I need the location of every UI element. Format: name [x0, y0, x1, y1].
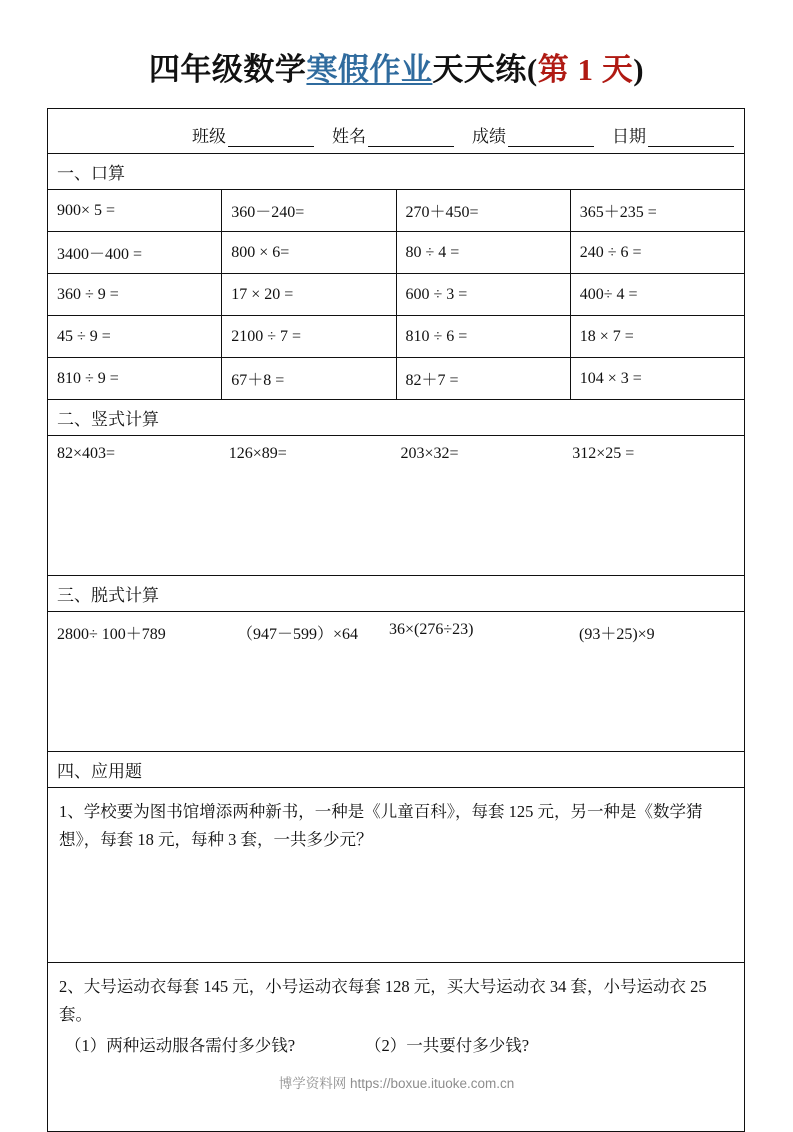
- detach-calc-problem-line: [57, 621, 744, 644]
- section-heading-oral: 一、口算: [48, 154, 744, 190]
- page-title: [0, 44, 793, 89]
- vertical-calc-item[interactable]: 82×403=: [57, 445, 116, 462]
- oral-cell[interactable]: 270＋450=: [397, 190, 571, 231]
- identity-label-class: 班级: [192, 127, 226, 146]
- oral-cell[interactable]: 80 ÷ 4 =: [397, 232, 571, 273]
- identity-label-score: 成绩: [472, 127, 506, 146]
- identity-label-date: 日期: [612, 127, 646, 146]
- table-row: [48, 274, 744, 316]
- section-heading-word: 四、应用题: [48, 752, 744, 788]
- oral-cell[interactable]: 900× 5 =: [48, 190, 222, 231]
- vertical-calc-item[interactable]: 203×32=: [400, 445, 459, 462]
- title-part-subject: 四年级数学: [148, 52, 307, 87]
- oral-cell[interactable]: 240 ÷ 6 =: [579, 243, 642, 261]
- identity-blank-score[interactable]: [508, 131, 594, 147]
- title-part-highlight: 寒假作业: [306, 52, 433, 87]
- detach-calc-item[interactable]: 2800÷ 100＋789: [57, 626, 166, 643]
- identity-field-name: [332, 122, 454, 147]
- identity-field-class: [192, 122, 314, 147]
- word-problem-2-text: 2、大号运动衣每套 145 元，小号运动衣每套 128 元，买大号运动衣 34 套，小号运动衣 25 套。: [59, 977, 707, 1025]
- table-row: [48, 190, 744, 232]
- vertical-calc-item[interactable]: 312×25 =: [572, 445, 635, 462]
- table-row: [48, 358, 744, 400]
- oral-cell[interactable]: 18 × 7 =: [579, 327, 634, 345]
- table-row: [48, 316, 744, 358]
- vertical-calc-problem-line: [57, 445, 744, 463]
- identity-field-score: [472, 122, 594, 147]
- word-problem-2-sub-q1: （1）两种运动服各需付多少钱?: [65, 1035, 296, 1055]
- oral-cell[interactable]: 45 ÷ 9 =: [48, 316, 222, 357]
- identity-field-date: [612, 122, 734, 147]
- detach-calc-answer-area[interactable]: [48, 612, 744, 752]
- vertical-calc-item[interactable]: 126×89=: [228, 445, 287, 462]
- word-problem-2-sub-q2: （2）一共要付多少钱?: [365, 1035, 530, 1055]
- table-row: [48, 232, 744, 274]
- oral-cell[interactable]: 360－240=: [222, 190, 396, 231]
- title-part-day: 第 1 天: [537, 52, 634, 87]
- identity-row: [48, 109, 744, 154]
- oral-cell[interactable]: 67＋8 =: [222, 358, 396, 399]
- identity-blank-name[interactable]: [368, 131, 454, 147]
- oral-cell[interactable]: 800 × 6=: [222, 232, 396, 273]
- oral-cell[interactable]: 365＋235 =: [579, 204, 657, 221]
- word-problem-2[interactable]: [48, 963, 744, 1131]
- section-heading-vertical: 二、竖式计算: [48, 400, 744, 436]
- detach-calc-item[interactable]: (93＋25)×9: [579, 626, 655, 643]
- oral-cell[interactable]: 3400－400 =: [48, 232, 222, 273]
- oral-cell[interactable]: 17 × 20 =: [222, 274, 396, 315]
- oral-cell[interactable]: 82＋7 =: [397, 358, 571, 399]
- title-part-practice: 天天练(: [432, 52, 538, 87]
- detach-calc-item[interactable]: 36×(276÷23): [389, 621, 474, 638]
- title-part-close-paren: ): [633, 52, 645, 87]
- oral-cell[interactable]: 2100 ÷ 7 =: [222, 316, 396, 357]
- section-heading-detach: 三、脱式计算: [48, 576, 744, 612]
- word-problem-2-subquestions: [59, 1032, 728, 1060]
- oral-cell[interactable]: 810 ÷ 9 =: [48, 358, 222, 399]
- vertical-calc-answer-area[interactable]: [48, 436, 744, 576]
- oral-cell[interactable]: 104 × 3 =: [579, 369, 642, 387]
- identity-blank-class[interactable]: [228, 131, 314, 147]
- word-problem-1-text: 1、学校要为图书馆增添两种新书，一种是《儿童百科》，每套 125 元，另一种是《数学猜想》，每套 18 元，每种 3 套，一共多少元？: [59, 802, 703, 850]
- oral-cell[interactable]: 400÷ 4 =: [579, 285, 638, 303]
- footer-watermark: 博学资料网 https://boxue.ituoke.com.cn: [278, 1076, 515, 1091]
- oral-cell[interactable]: 360 ÷ 9 =: [48, 274, 222, 315]
- oral-cell[interactable]: 600 ÷ 3 =: [397, 274, 571, 315]
- identity-label-name: 姓名: [332, 127, 366, 146]
- word-problem-1[interactable]: [48, 788, 744, 963]
- identity-blank-date[interactable]: [648, 131, 734, 147]
- detach-calc-item[interactable]: （947－599）×64: [237, 626, 359, 643]
- oral-cell[interactable]: 810 ÷ 6 =: [397, 316, 571, 357]
- worksheet-table: [47, 108, 745, 1132]
